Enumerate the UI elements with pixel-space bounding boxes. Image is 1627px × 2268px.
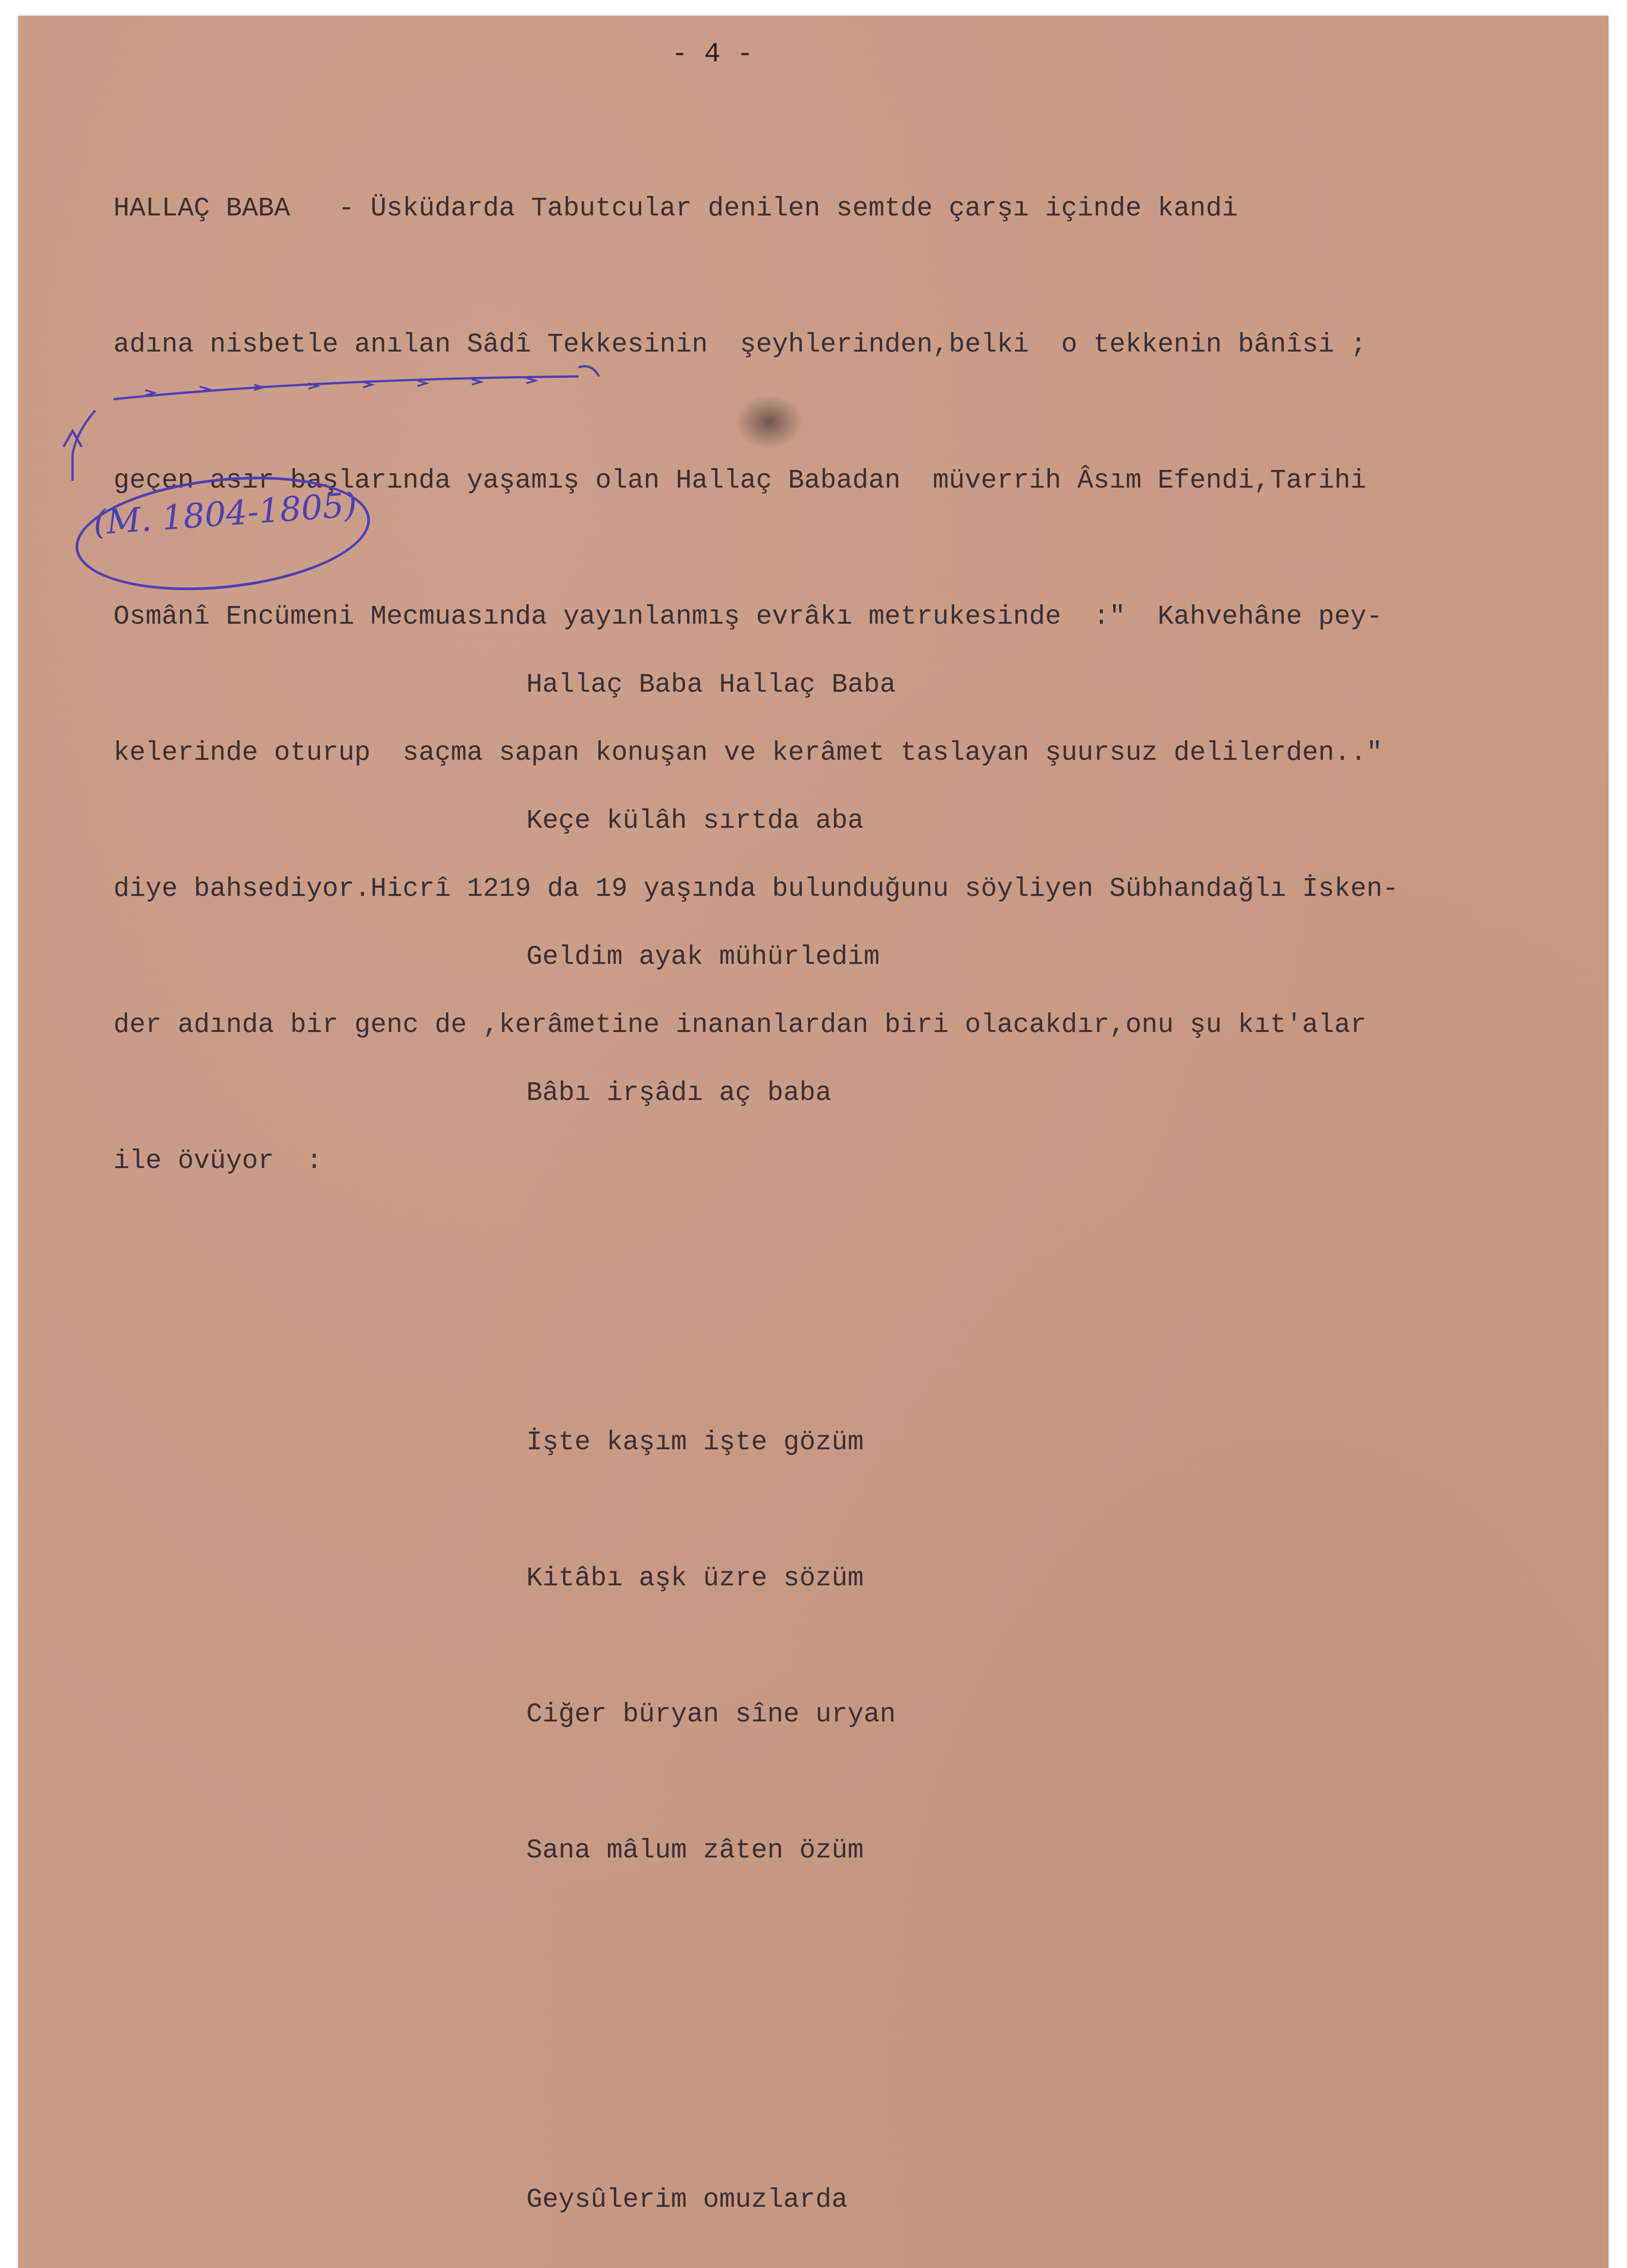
poem: [526, 481, 928, 2268]
intro-line: Osmânî Encümeni Mecmuasında yayınlanmış evrâkı metrukesinde :" Kahvehâne pey-: [113, 601, 1383, 632]
stanza: [526, 2087, 928, 2268]
page-number: - 4 -: [671, 39, 754, 70]
ink-smudge: [735, 395, 803, 449]
stanza: [526, 1329, 928, 1964]
verse-line: İşte kaşım işte gözüm: [526, 1427, 864, 1457]
verse-line: Sana mâlum zâten özüm: [526, 1835, 864, 1866]
verse-line: Kitâbı aşk üzre sözüm: [526, 1563, 864, 1593]
verse-line: Geysûlerim omuzlarda: [526, 2185, 848, 2215]
verse-line: Hallaç Baba Hallaç Baba: [526, 670, 896, 700]
intro-line: diye bahsediyor.Hicrî 1219 da 19 yaşında bulunduğunu söyliyen Sübhandağlı İsken-: [113, 874, 1399, 904]
margin-note: (M. 1804-1805): [92, 485, 358, 543]
intro-line: der adında bir genc de ,kerâmetine inananlardan biri olacakdır,onu şu kıt'alar: [113, 1010, 1367, 1040]
verse-line: Geldim ayak mühürledim: [526, 942, 880, 972]
stanza: [526, 572, 928, 1207]
intro-line: ile övüyor :: [113, 1146, 323, 1176]
intro-line: HALLAÇ BABA - Üsküdarda Tabutcular denilen semtde çarşı içinde kandi: [113, 193, 1238, 224]
verse-line: Bâbı irşâdı aç baba: [526, 1078, 832, 1108]
verse-line: Keçe külâh sırtda aba: [526, 806, 864, 836]
intro-line: kelerinde oturup saçma sapan konuşan ve kerâmet taslayan şuursuz delilerden..": [113, 738, 1383, 768]
intro-line: geçen asır başlarında yaşamış olan Hallaç Babadan müverrih Âsım Efendi,Tarihi: [113, 465, 1367, 496]
intro-line: adına nisbetle anılan Sâdî Tekkesinin şeyhlerinden,belki o tekkenin bânîsi ;: [113, 329, 1367, 360]
verse-line: Ciğer büryan sîne uryan: [526, 1699, 896, 1730]
